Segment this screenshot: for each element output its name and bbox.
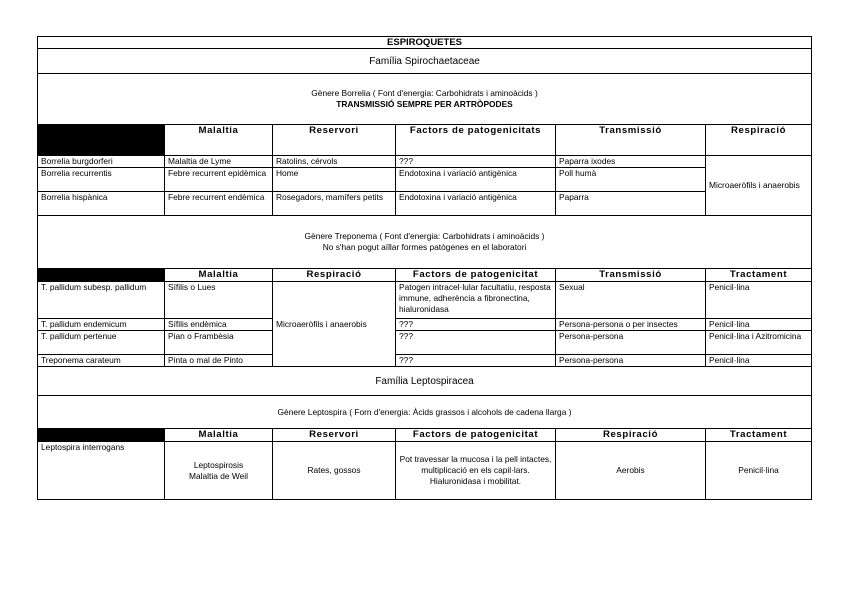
cell: Penicil·lina <box>706 355 812 367</box>
cell: Rosegadors, mamífers petits <box>273 192 396 216</box>
table-row <box>38 168 812 192</box>
cell: Penicil·lina <box>706 282 812 319</box>
cell: Borrelia hispànica <box>38 192 165 216</box>
borrelia-header-row <box>38 125 812 156</box>
col-header: Transmissió <box>556 125 706 156</box>
col-header: Factors de patogenicitat <box>396 429 556 442</box>
col-header: Malaltia <box>165 269 273 282</box>
table-row <box>38 355 812 367</box>
cell: Aerobis <box>556 442 706 500</box>
treponema-header-row <box>38 269 812 282</box>
cell: Home <box>273 168 396 192</box>
cell: Leptospira interrogans <box>38 442 165 500</box>
cell: Patogen intracel·lular facultatiu, resposta immune, adherència a fibronectina, hialuronidasa <box>396 282 556 319</box>
cell: Persona-persona <box>556 355 706 367</box>
cell: Endotoxina i variació antigènica <box>396 192 556 216</box>
table-row <box>38 319 812 331</box>
cell: Borrelia burgdorferi <box>38 156 165 168</box>
cell: T. pallidum pertenue <box>38 331 165 355</box>
borrelia-genus-header <box>38 74 812 125</box>
cell: Penicil·lina i Azitromicina <box>706 331 812 355</box>
cell: ??? <box>396 331 556 355</box>
borrelia-respiration: Microaeròfils i anaerobis <box>706 156 812 216</box>
header-corner <box>38 429 165 442</box>
table-row <box>38 331 812 355</box>
cell: Poll humà <box>556 168 706 192</box>
family-leptospiracea: Família Leptospiracea <box>38 367 812 396</box>
borrelia-note: TRANSMISSIÓ SEMPRE PER ARTRÒPODES <box>336 99 513 109</box>
header-corner <box>38 125 165 156</box>
cell: Rates, gossos <box>273 442 396 500</box>
treponema-note: No s'han pogut aïllar formes patògenes en el laboratori <box>322 242 527 252</box>
treponema-genus-header <box>38 216 812 269</box>
table-title: ESPIROQUETES <box>38 37 812 49</box>
col-header: Transmissió <box>556 269 706 282</box>
col-header: Respiració <box>706 125 812 156</box>
cell: T. pallidum endemicum <box>38 319 165 331</box>
cell: Endotoxina i variació antigènica <box>396 168 556 192</box>
cell: T. pallidum subesp. pallidum <box>38 282 165 319</box>
cell: Sexual <box>556 282 706 319</box>
treponema-respiration: Microaeròfils i anaerobis <box>273 282 396 367</box>
cell: Sífilis o Lues <box>165 282 273 319</box>
col-header: Tractament <box>706 429 812 442</box>
table-row <box>38 156 812 168</box>
leptospira-header-row <box>38 429 812 442</box>
col-header: Malaltia <box>165 429 273 442</box>
cell: Febre recurrent endèmica <box>165 192 273 216</box>
col-header: Tractament <box>706 269 812 282</box>
col-header: Factors de patogenicitat <box>396 269 556 282</box>
cell: Paparra <box>556 192 706 216</box>
treponema-genus: Gènere Treponema ( Font d'energia: Carbohidrats i aminoàcids ) <box>304 231 545 241</box>
leptospira-disease <box>165 442 273 500</box>
col-header: Factors de patogenicitats <box>396 125 556 156</box>
table-row <box>38 442 812 500</box>
cell: Borrelia recurrentis <box>38 168 165 192</box>
cell: Treponema carateum <box>38 355 165 367</box>
col-header: Reservori <box>273 429 396 442</box>
col-header: Reservori <box>273 125 396 156</box>
header-corner <box>38 269 165 282</box>
cell: Persona-persona <box>556 331 706 355</box>
cell: Ratolins, cérvols <box>273 156 396 168</box>
cell: Penicil·lina <box>706 442 812 500</box>
table-row <box>38 192 812 216</box>
col-header: Malaltia <box>165 125 273 156</box>
cell: Pot travessar la mucosa i la pell intactes, multiplicació en els capil·lars. Hialuronidasa i mobilitat. <box>396 442 556 500</box>
family-spirochaetaceae: Família Spirochaetaceae <box>38 49 812 74</box>
cell: Persona-persona o per insectes <box>556 319 706 331</box>
cell: Febre recurrent epidèmica <box>165 168 273 192</box>
leptospira-genus: Gènere Leptospira ( Forn d'energia: Àcids grassos i alcohols de cadena llarga ) <box>38 396 812 429</box>
borrelia-genus: Gènere Borrelia ( Font d'energia: Carbohidrats i aminoàcids ) <box>311 88 538 98</box>
col-header: Respiració <box>273 269 396 282</box>
cell: ??? <box>396 355 556 367</box>
cell: Malaltia de Lyme <box>165 156 273 168</box>
disease-line: Malaltia de Weil <box>189 470 248 481</box>
disease-line: Leptospirosis <box>193 459 244 470</box>
cell: Paparra ixodes <box>556 156 706 168</box>
spirochetes-table <box>37 36 812 500</box>
col-header: Respiració <box>556 429 706 442</box>
cell: Pian o Frambèsia <box>165 331 273 355</box>
table-row <box>38 282 812 319</box>
cell: ??? <box>396 319 556 331</box>
cell: Sífilis endèmica <box>165 319 273 331</box>
cell: ??? <box>396 156 556 168</box>
cell: Penicil·lina <box>706 319 812 331</box>
cell: Pinta o mal de Pinto <box>165 355 273 367</box>
